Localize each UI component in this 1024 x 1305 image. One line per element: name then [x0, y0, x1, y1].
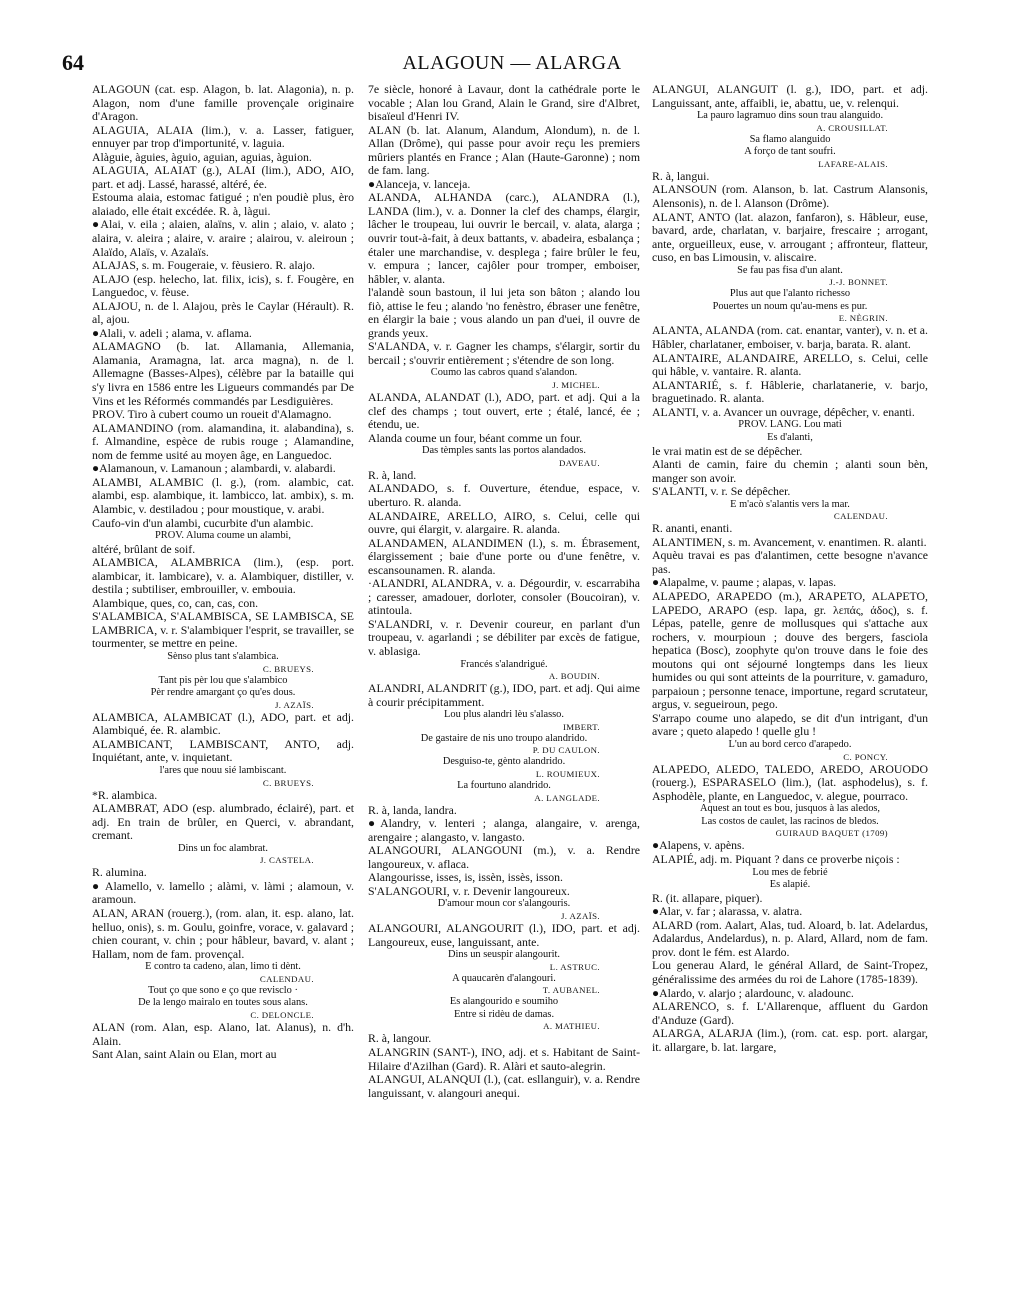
page-number: 64 [62, 50, 84, 75]
column-3 [652, 83, 928, 1054]
dictionary-entry: ALAJO (esp. helecho, lat. filix, icis), s. f. Fougère, en Languedoc, v. fèuse. [92, 271, 354, 300]
quotation-author: C. PONCY. [843, 751, 888, 762]
dictionary-entry: ALAGUIA, ALAIA (lim.), v. a. Lasser, fatiguer, ennuyer par trop d'importunité, v. laguia. [92, 122, 354, 151]
dictionary-entry: ALARD (rom. Aalart, Alas, tud. Aloard, b. lat. Adelardus, Adalardus, Andelardus), n. p. Alard, Allard, nom de fam. prov. dont le fém. est Alardo. [652, 917, 928, 959]
quotation-author: A. CROUSILLAT. [816, 122, 888, 133]
dictionary-entry: Sant Alan, saint Alain ou Elan, mort au [92, 1047, 277, 1062]
quotation-line: D'amour moun cor s'alangouris. [437, 898, 571, 910]
dictionary-entry: ALANDA, ALHANDA (carc.), ALANDRA (l.), LANDA (lim.), v. a. Donner la clef des champs, élargir, lâcher le troupeau, lui ouvrir le bercail, v. alata, alarga ; ouvrir tout-à-fait, à deux battants, v. abadeira, esbalança ; étaler une marchandise, v. desplega ; faire brûler le feu, v. empura ; lancer, cajôler pour tromper, emboiser, hâbler, v. alanta. [368, 190, 640, 286]
dictionary-entry: S'ALAMBICA, S'ALAMBISCA, SE LAMBISCA, SE LAMBRICA, v. r. S'alambiquer l'esprit, se travailler, se tourmenter, se mettre en peine. [92, 609, 354, 651]
dictionary-entry: ALANDADO, s. f. Ouverture, étendue, espace, v. uberturo. R. alanda. [368, 481, 640, 509]
dictionary-entry: ALAMANDINO (rom. alamandina, it. alabandina), s. f. Almandine, espèce de rubis rouge ; Alamandine, nom de femme usité au moyen âge, en Languedoc. [92, 420, 354, 462]
quotation-line: Sènso plus tant s'alambica. [167, 651, 279, 663]
quotation-author: A. MATHIEU. [543, 1021, 600, 1032]
dictionary-entry: ALAMAGNO (b. lat. Allamania, Allemania, Alamania, Aramagna, lat. arca magna), n. de l. Allemagne (Basses-Alpes), célèbre par la bataille qui s'y livra en 1586 entre les Ligueurs commandés par De Vins et les Réformés commandés par Lesdiguières. [92, 339, 354, 408]
dictionary-entry: ALANTAIRE, ALANDAIRE, ARELLO, s. Celui, celle qui hâble, v. vantaire. R. alanta. [652, 350, 928, 379]
dictionary-entry: ALANDRI, ALANDRIT (g.), IDO, part. et adj. Qui aime à courir précipitamment. [368, 681, 640, 709]
dictionary-entry: ALAMBRAT, ADO (esp. alumbrado, éclairé), part. et adj. En train de brûler, en Querci, v. abrandant, cremant. [92, 801, 354, 843]
quotation-line: PROV. LANG. Lou mati [738, 419, 842, 431]
quotation-line: Las costos de caulet, las racinos de bledos. [701, 815, 879, 827]
dictionary-entry: ALAN (b. lat. Alanum, Alandum, Alondum), n. de l. Allan (Drôme), qui passe pour avoir reçu les premiers mûriers plantés en France ; Alan (Haute-Garonne) ; nom de fam. lang. [368, 122, 640, 178]
dictionary-entry: *R. alambica. [92, 787, 158, 802]
dictionary-entry: ●Alanceja, v. lanceja. [368, 176, 471, 191]
quotation-author: CALENDAU. [833, 511, 888, 522]
dictionary-entry: ALANDA, ALANDAT (l.), ADO, part. et adj. Qui a la clef des champs ; tout ouvert, erte ; étalé, lancé, ée ; étendu, ue. [368, 390, 640, 432]
quotation-line: De gastaire de nis uno troupo alandrido. [420, 732, 588, 744]
quotation-author: C. BRUEYS. [262, 663, 314, 674]
quotation-line: Se fau pas fisa d'un alant. [737, 264, 843, 276]
quotation-author: LAFARE-ALAIS. [818, 158, 888, 169]
quotation-line: E contro ta cadeno, alan, limo ti dènt. [145, 961, 301, 973]
dictionary-entry: PROV. Tiro à cubert coumo un roueit d'Alamagno. [92, 407, 332, 422]
quotation-line: Aquest an tout es bou, jusquos à las aledos, [699, 803, 881, 815]
dictionary-entry: ·ALANDRI, ALANDRA, v. a. Dégourdir, v. escarrabiha ; caresser, amadouer, dorloter, consoler (Boucoiran), v. atintoula. [368, 576, 640, 618]
quotation-line: Dins un seuspir alangourit. [448, 949, 560, 961]
quotation-line: Das tèmples sants las portos alandados. [422, 445, 586, 457]
dictionary-entry: R. ananti, enanti. [652, 521, 733, 536]
column-1 [92, 83, 354, 1062]
dictionary-entry: Caufo-vin d'un alambi, cucurbite d'un alambic. [92, 515, 314, 530]
quotation-line: Es alangourido e soumiho [449, 996, 559, 1008]
dictionary-entry: ALAGOUN (cat. esp. Alagon, b. lat. Alagonia), n. p. Alagon, nom d'une famille provençale originaire d'Aragon. [92, 82, 354, 124]
quotation-author: L. ASTRUC. [549, 961, 600, 972]
quotation-line: L'un au bord cerco d'arapedo. [728, 739, 852, 751]
quotation-line: Es d'alanti, [767, 431, 813, 443]
quotation-author: IMBERT. [562, 721, 600, 732]
quotation-author: DAVEAU. [558, 457, 600, 468]
dictionary-entry: ALANGUI, ALANQUI (l.), (cat. esllanguir), v. a. Rendre languissant, v. alangouri anequi. [368, 1072, 640, 1100]
dictionary-entry: ALAPEDO, ARAPEDO (m.), ARAPETO, ALAPETO, LAPEDO, ARAPO (esp. lapa, gr. λεπάς, άδος), s. f. Lépas, patelle, genre de mollusques qui s'attache aux rochers, v. mourpioun ; douve des bergers, fasciola hepatica (Bosc), zoophyte qu'on trouve dans le foie des moutons qui ont séjourné longtemps dans les lieux humides ou qui sont atteints de la pourriture, v. gamaduro, parpaioun ; personne tenace, importune, regard scrutateur, argus, v. segueiroun, pego. [652, 589, 928, 712]
quotation-line: A forço de tant soufri. [744, 146, 836, 158]
dictionary-entry: Estouma alaia, estomac fatigué ; n'en poudiè plus, èro alaiado, elle était excédée. R. à, làgui. [92, 190, 354, 218]
quotation-line: Pouertes un noum qu'au-mens es pur. [712, 300, 868, 312]
quotation-line: Entre si ridèu de damas. [453, 1008, 555, 1020]
quotation-author: J. AZAÏS. [560, 911, 600, 921]
dictionary-entry: R. à, land. [368, 467, 417, 482]
dictionary-entry: Alanda coume un four, béant comme un four. [368, 430, 583, 445]
dictionary-entry: ALANDAIRE, ARELLO, AIRO, s. Celui, celle qui ouvre, qui élargit, v. alargaire. R. alanda. [368, 508, 640, 537]
dictionary-entry: ALANGOURI, ALANGOUNI (m.), v. a. Rendre langoureux, v. aflaca. [368, 843, 640, 871]
quotation-line: Sa flamo alanguido [749, 133, 831, 145]
quotation-line: Francés s'alandrigué. [460, 658, 548, 670]
quotation-line: A quaucarèn d'alangouri. [452, 972, 556, 984]
dictionary-entry: ALAJAS, s. m. Fougeraie, v. fèusiero. R. alajo. [92, 258, 316, 273]
quotation-line: De la lengo mairalo en toutes sous alans. [138, 997, 308, 1009]
dictionary-entry: ALANGUI, ALANGUIT (l. g.), IDO, part. et adj. Languissant, ante, affaibli, ie, abattu, ue, v. relenqui. [652, 82, 928, 110]
quotation-author: C. BRUEYS. [262, 777, 314, 788]
quotation-author: J. AZAÏS. [274, 699, 314, 710]
dictionary-entry: ALAMBICANT, LAMBISCANT, ANTO, adj. Inquiétant, ante, v. inquietant. [92, 736, 354, 765]
quotation-line: Dins un foc alambrat. [177, 842, 269, 854]
quotation-line: Es alapié. [769, 879, 811, 891]
quotation-author: GUIRAUD BAQUET (1709) [775, 828, 888, 839]
dictionary-entry: ●Alamanoun, v. Lamanoun ; alambardi, v. alabardi. [92, 461, 336, 476]
quotation-author: A. BOUDIN. [548, 671, 600, 682]
quotation-line: Tant pis pèr lou que s'alambico [158, 674, 288, 686]
quotation-author: L. ROUMIEUX. [535, 768, 600, 779]
dictionary-entry: R. à, langour. [368, 1031, 432, 1046]
dictionary-entry: ALANT, ANTO (lat. alazon, fanfaron), s. Hâbleur, euse, bavard, arde, charlatan, v. barjaire, frescaire ; arrogant, ante, orgueilleux, euse, v. arrougant ; affronteur, flatteur, cuso, en bas Limousin, v. aliscaire. [652, 209, 928, 265]
dictionary-entry: le vrai matin est de se dépêcher. [652, 443, 803, 458]
dictionary-entry: ALAMBICA, ALAMBICAT (l.), ADO, part. et adj. Alambiqué, ée. R. alambic. [92, 709, 354, 738]
column-2 [368, 83, 640, 1100]
dictionary-entry: Alanti de camin, faire du chemin ; alanti soun bèn, manger son avoir. [652, 457, 928, 485]
dictionary-entry: ALANTIMEN, s. m. Avancement, v. enantimen. R. alanti. [652, 534, 927, 549]
quotation-author: C. DELONCLE. [250, 1009, 314, 1020]
dictionary-entry: ●Alai, v. eila ; alaien, alaïns, v. alin ; alaio, v. alato ; alaira, v. aleira ; alaire, v. araire ; alairou, v. aleiroun ; Alaïdo, Alaïs, v. Azalaïs. [92, 217, 354, 259]
dictionary-entry: ●Alapens, v. apèns. [652, 838, 745, 853]
dictionary-entry: ALARENCO, s. f. L'Allarenque, affluent du Gardon d'Anduze (Gard). [652, 999, 928, 1027]
quotation-line: Plus aut que l'alanto richesso [729, 288, 851, 300]
quotation-line: Coumo las cabros quand s'alandon. [430, 367, 578, 379]
dictionary-entry: ●Alandry, v. lenteri ; alanga, alangaire, v. arenga, arengaire ; alangasto, v. langasto. [368, 816, 640, 844]
dictionary-entry: ALAJOU, n. de l. Alajou, près le Caylar (Hérault). R. al, ajou. [92, 298, 354, 327]
dictionary-entry: ●Alapalme, v. paume ; alapas, v. lapas. [652, 575, 837, 590]
dictionary-entry: ALAN (rom. Alan, esp. Alano, lat. Alanus), n. d'h. Alain. [92, 1019, 354, 1048]
dictionary-entry: ALANDAMEN, ALANDIMEN (l.), s. m. Ébrasement, élargissement ; baie d'une porte ou d'une fenêtre, v. escansounamen. R. alanda. [368, 535, 640, 577]
quotation-line: Lou plus alandri lèu s'alasso. [444, 709, 564, 721]
page-header [62, 50, 962, 80]
dictionary-entry: Alàguie, àguies, àguio, aguian, aguias, àguion. [92, 149, 312, 164]
dictionary-entry: ALAPEDO, ALEDO, TALEDO, AREDO, AROUODO (rouerg.), ESPARASELO (lim.), (lat. asphodelus), s. f. Asphodèle, plante, en Languedoc, v. alegue, pourraco. [652, 761, 928, 803]
dictionary-entry: Lou generau Alard, le général Allard, de Saint-Tropez, généralissime des armées du roi de Lahore (1785-1839). [652, 958, 928, 987]
dictionary-entry: ALAPIÉ, adj. m. Piquant ? dans ce proverbe niçois : [652, 852, 900, 866]
dictionary-entry: ALANTI, v. a. Avancer un ouvrage, dépêcher, v. enanti. [652, 404, 915, 419]
dictionary-entry: ALAMBICA, ALAMBRICA (lim.), (esp. port. alambicar, it. lambicare), v. a. Alambiquer, distiller, v. destila ; subtiliser, embrouiller, v. embouia. [92, 555, 354, 597]
dictionary-entry: l'alandè soun bastoun, il lui jeta son bâton ; alando lou fiò, attise le feu ; alando 'no fenèstro, ébraser une fenêtre, en élargir la baie ; vous alando un pan d'uei, il ouvre de grands yeux. [368, 285, 640, 340]
quotation-author: CALENDAU. [259, 973, 314, 984]
dictionary-entry: S'ALANDA, v. r. Gagner les champs, s'élargir, sortir du bercail ; s'ouvrir entièrement ; s'étendre de son long. [368, 339, 640, 367]
dictionary-entry: R. à, langui. [652, 168, 710, 183]
quotation-line: La pauro lagramuo dins soun trau alanguido. [696, 110, 884, 122]
dictionary-entry: Aquèu travai es pas d'alantimen, cette besogne n'avance pas. [652, 548, 928, 576]
running-title: ALAGOUN — ALARGA [402, 52, 622, 74]
dictionary-entry: 7e siècle, honoré à Lavaur, dont la cathédrale porte le vocable ; Alan lou Grand, Alain le Grand, sire d'Albret, bisaïeul d'Henri IV. [368, 82, 640, 124]
dictionary-entry: ALANSOUN (rom. Alanson, b. lat. Castrum Alansonis, Alensonis), n. de l. Alanson (Drôme). [652, 182, 928, 210]
dictionary-entry: S'arrapo coume uno alapedo, se dit d'un intrigant, d'un avare ; queto alapedo ! quelle glu ! [652, 710, 928, 739]
quotation-line: Pèr rendre amargant ço qu'es dous. [150, 687, 296, 699]
quotation-line: Tout ço que sono e ço que revisclo · [148, 984, 298, 996]
dictionary-entry: ALANTARIÉ, s. f. Hâblerie, charlatanerie, v. barjo, braguetinado. R. alanta. [652, 377, 928, 406]
quotation-line: l'ares que nouu sié lambiscant. [159, 764, 287, 776]
dictionary-entry: ALANGOURI, ALANGOURIT (l.), IDO, part. et adj. Langoureux, euse, languissant, ante. [368, 921, 640, 949]
quotation-author: T. AUBANEL. [542, 985, 600, 996]
quotation-author: A. LANGLADE. [534, 792, 600, 803]
dictionary-entry: ● Alamello, v. lamello ; alàmi, v. làmi ; alamoun, v. aramoun. [92, 878, 354, 907]
dictionary-entry: ALANGRIN (SANT-), INO, adj. et s. Habitant de Saint-Hilaire d'Azilhan (Gard). R. Alàri et sauto-alegrin. [368, 1045, 640, 1073]
dictionary-entry: S'ALANDRI, v. r. Devenir coureur, en parlant d'un troupeau, v. agarlandi ; se débiliter par excès de fatigue, v. ablasiga. [368, 616, 640, 658]
dictionary-entry: S'ALANGOURI, v. r. Devenir langoureux. [368, 883, 570, 898]
quotation-author: J. MICHEL. [552, 380, 600, 391]
quotation-line: E m'acò s'alantis vers la mar. [730, 498, 850, 510]
dictionary-entry: ALAN, ARAN (rouerg.), (rom. alan, it. esp. alano, lat. helluo, onis), s. m. Goulu, goinfre, vorace, v. galavard ; chien courant, v. chin ; pour hâbleur, bavard, v. alant ; Hallam, nom de fam. provençal. [92, 906, 354, 961]
quotation-author: J. CASTELA. [259, 855, 314, 866]
quotation-line: Lou mes de febrié [752, 866, 828, 878]
quotation-author: P. DU CAULON. [532, 745, 600, 756]
dictionary-entry: altéré, brûlant de soif. [92, 541, 196, 556]
dictionary-entry: R. à, landa, landra. [368, 802, 457, 817]
dictionary-entry: ALANTA, ALANDA (rom. cat. enantar, vanter), v. n. et a. Hâbler, charlataner, emboiser, v. barja, barata. R. alant. [652, 323, 928, 352]
dictionary-entry: ●Alar, v. far ; alarassa, v. alatra. [652, 904, 803, 919]
dictionary-entry: ●Alali, v. adeli ; alama, v. aflama. [92, 325, 252, 340]
dictionary-entry: R. alumina. [92, 865, 147, 880]
quotation-line: Desguiso-te, gènto alandrido. [442, 756, 566, 768]
dictionary-entry: R. (it. allapare, piquer). [652, 890, 763, 905]
dictionary-entry: S'ALANTI, v. r. Se dépêcher. [652, 484, 791, 499]
quotation-line: La fourtuno alandrido. [457, 779, 551, 791]
quotation-author: J.-J. BONNET. [829, 277, 888, 288]
quotation-author: E. NÈGRIN. [838, 313, 888, 324]
quotation-line: PROV. Aluma coume un alambi, [154, 530, 292, 542]
dictionary-entry: ALAGUIA, ALAIAT (g.), ALAI (lim.), ADO, AIO, part. et adj. Lassé, harassé, altéré, ée. [92, 163, 354, 191]
dictionary-entry: Alambique, ques, co, can, cas, con. [92, 595, 259, 610]
dictionary-entry: ●Alardo, v. alarjo ; alardounc, v. aladounc. [652, 985, 854, 1000]
dictionary-entry: ALAMBI, ALAMBIC (l. g.), (rom. alambic, cat. alambi, esp. alambique, it. lambicco, lat. ambix), s. m. Alambic, v. destiladou ; pour moustique, v. arabi. [92, 474, 354, 516]
dictionary-entry: Alangourisse, isses, is, issèn, issès, isson. [368, 870, 563, 885]
dictionary-entry: ALARGA, ALARJA (lim.), (rom. cat. esp. port. alargar, it. allargare, b. lat. largare, [652, 1026, 928, 1054]
